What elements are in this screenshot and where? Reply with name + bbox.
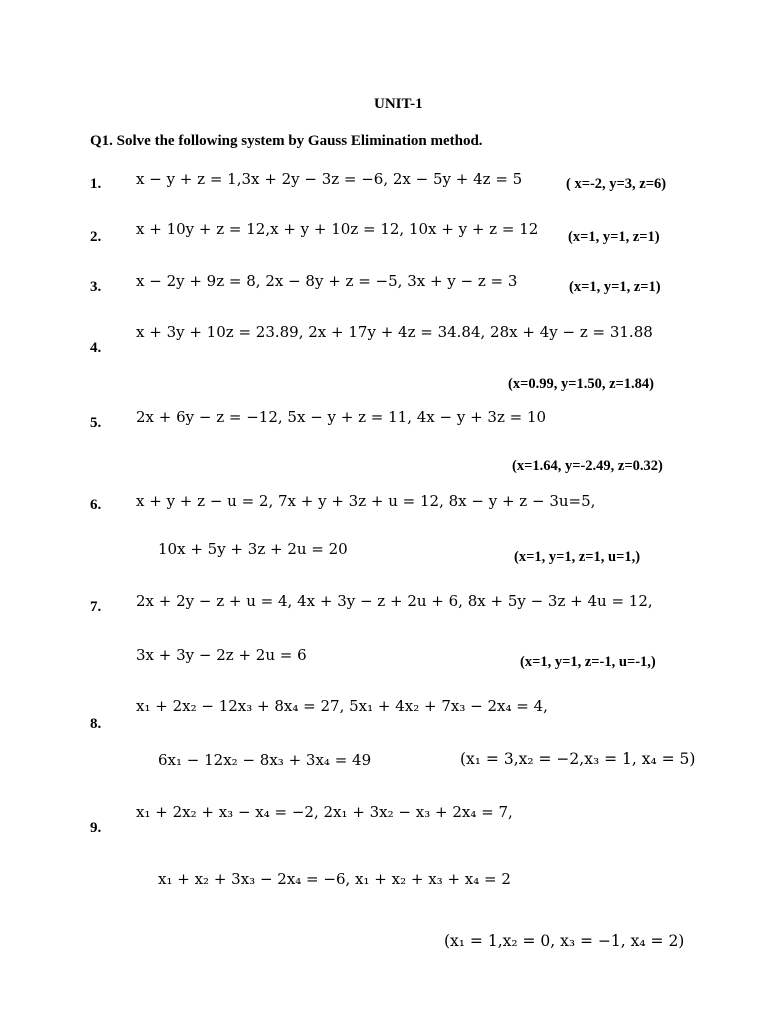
problem-6-equation-line-2: 10x + 5y + 3z + 2u = 20	[158, 540, 348, 558]
problem-2-equation: x + 10y + z = 12,x + y + 10z = 12, 10x + y + z = 12	[136, 220, 539, 238]
problem-9-equation-line-1: x₁ + 2x₂ + x₃ − x₄ = −2, 2x₁ + 3x₂ − x₃ + 2x₄ = 7,	[136, 803, 513, 821]
problem-3-number: 3.	[90, 279, 102, 295]
problem-1-answer: ( x=-2, y=3, z=6)	[566, 176, 667, 192]
problem-8-equation-line-2: 6x₁ − 12x₂ − 8x₃ + 3x₄ = 49	[158, 751, 372, 769]
problem-2-number: 2.	[90, 229, 102, 245]
problem-9-number: 9.	[90, 820, 102, 836]
problem-2-answer: (x=1, y=1, z=1)	[568, 229, 660, 245]
problem-9-equation-line-2: x₁ + x₂ + 3x₃ − 2x₄ = −6, x₁ + x₂ + x₃ + x₄ = 2	[158, 870, 511, 888]
problem-9-answer: (x₁ = 1,x₂ = 0, x₃ = −1, x₄ = 2)	[444, 932, 685, 950]
problem-4-answer: (x=0.99, y=1.50, z=1.84)	[508, 376, 655, 392]
problem-8-answer: (x₁ = 3,x₂ = −2,x₃ = 1, x₄ = 5)	[460, 750, 696, 768]
problem-4-number: 4.	[90, 340, 102, 356]
problem-6-answer: (x=1, y=1, z=1, u=1,)	[514, 549, 641, 565]
question-heading: Q1. Solve the following system by Gauss Elimination method.	[90, 133, 483, 149]
problem-7-number: 7.	[90, 599, 102, 615]
problem-5-number: 5.	[90, 415, 102, 431]
problem-3-answer: (x=1, y=1, z=1)	[569, 279, 661, 295]
problem-1-number: 1.	[90, 176, 102, 192]
unit-title: UNIT-1	[374, 96, 423, 112]
problem-8-number: 8.	[90, 716, 102, 732]
problem-7-answer: (x=1, y=1, z=-1, u=-1,)	[520, 654, 656, 670]
problem-7-equation-line-1: 2x + 2y − z + u = 4, 4x + 3y − z + 2u + 6, 8x + 5y − 3z + 4u = 12,	[136, 592, 653, 610]
problem-5-answer: (x=1.64, y=-2.49, z=0.32)	[512, 458, 663, 474]
problem-4-equation: x + 3y + 10z = 23.89, 2x + 17y + 4z = 34.84, 28x + 4y − z = 31.88	[136, 323, 653, 341]
problem-6-number: 6.	[90, 497, 102, 513]
problem-5-equation: 2x + 6y − z = −12, 5x − y + z = 11, 4x − y + 3z = 10	[136, 408, 547, 426]
problem-8-equation-line-1: x₁ + 2x₂ − 12x₃ + 8x₄ = 27, 5x₁ + 4x₂ + 7x₃ − 2x₄ = 4,	[136, 697, 548, 715]
problem-6-equation-line-1: x + y + z − u = 2, 7x + y + 3z + u = 12, 8x − y + z − 3u=5,	[136, 492, 596, 510]
problem-3-equation: x − 2y + 9z = 8, 2x − 8y + z = −5, 3x + y − z = 3	[136, 272, 518, 290]
problem-1-equation: x − y + z = 1,3x + 2y − 3z = −6, 2x − 5y + 4z = 5	[136, 170, 523, 188]
problem-7-equation-line-2: 3x + 3y − 2z + 2u = 6	[136, 646, 307, 664]
